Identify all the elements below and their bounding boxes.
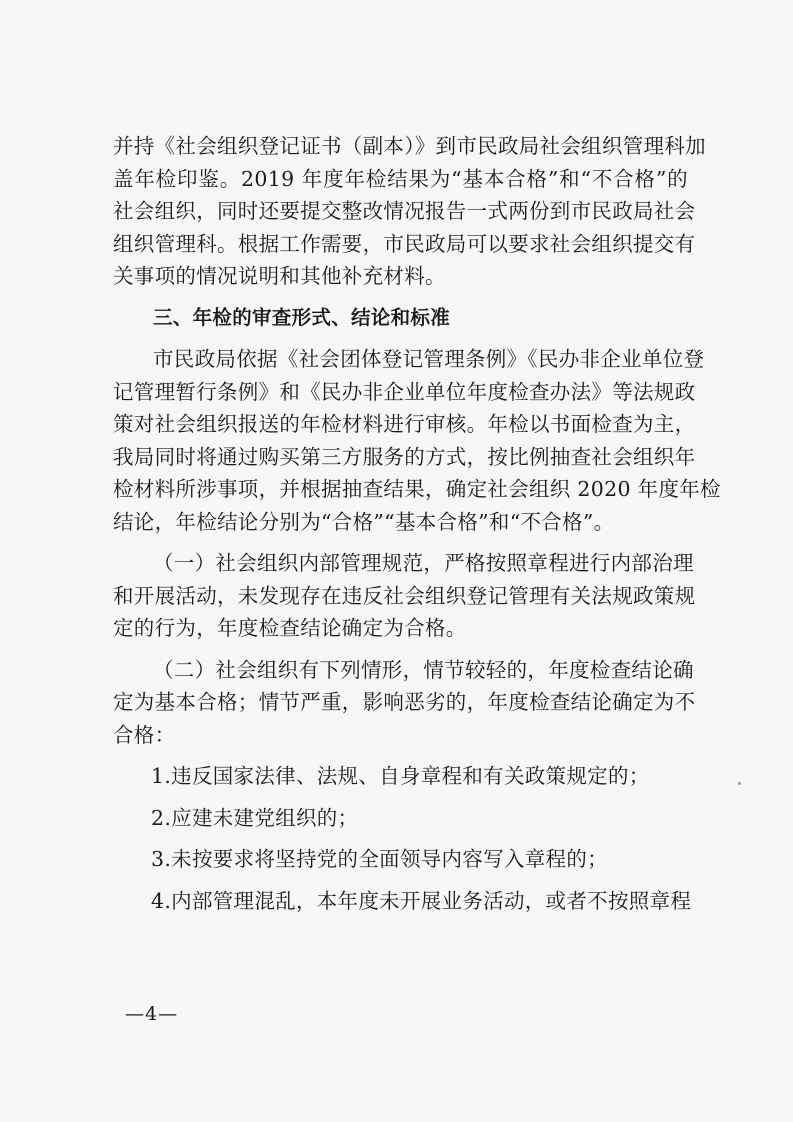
paragraph (113, 343, 721, 538)
section-heading: 三、年检的审查形式、结论和标准 (153, 305, 451, 329)
list-item: 4.内部管理混乱，本年度未开展业务活动，或者不按照章程 (151, 888, 692, 913)
text-line: 社会组织，同时还要提交整改情况报告一式两份到市民政局社会 (113, 199, 696, 223)
text-line: 并持《社会组织登记证书（副本）》到市民政局社会组织管理科加 (113, 134, 706, 158)
text-line: 结论，年检结论分别为“合格”“基本合格”和“不合格”。 (113, 509, 615, 534)
text-line: 合格： (113, 722, 176, 747)
text-line: 盖年检印鉴。2019 年度年检结果为“基本合格”和“不合格”的 (113, 166, 688, 191)
list-item: 3.未按要求将坚持党的全面领导内容写入章程的； (151, 847, 608, 871)
scan-speck (738, 782, 741, 785)
text-line: 市民政局依据《社会团体登记管理条例》《民办非企业单位登 (153, 347, 705, 371)
list-item: 1.违反国家法律、法规、自身章程和有关政策规定的； (151, 764, 650, 788)
paragraph (113, 654, 696, 752)
document-body (113, 130, 721, 917)
text-line: （一）社会组织内部管理规范，严格按照章程进行内部治理 (153, 551, 694, 575)
text-line: 组织管理科。根据工作需要，市民政局可以要求社会组织提交有 (113, 231, 696, 256)
page-number: —4— (125, 1003, 179, 1025)
text-line: 和开展活动，未发现存在违反社会组织登记管理有关法规政策规 (113, 583, 696, 608)
text-line: 关事项的情况说明和其他补充材料。 (113, 264, 446, 288)
list-item: 2.应建未建党组织的； (151, 805, 359, 830)
paragraph (113, 130, 706, 293)
text-line: 定的行为，年度检查结论确定为合格。 (113, 616, 467, 640)
paragraph (113, 547, 696, 645)
text-line: 定为基本合格；情节严重，影响恶劣的，年度检查结论确定为不 (113, 690, 696, 714)
text-line: （二）社会组织有下列情形，情节较轻的，年度检查结论确 (153, 657, 694, 682)
text-line: 检材料所涉事项，并根据抽查结果，确定社会组织 2020 年度年检 (113, 477, 721, 501)
text-line: 策对社会组织报送的年检材料进行审核。年检以书面检查为主， (113, 412, 696, 436)
text-line: 我局同时将通过购买第三方服务的方式，按比例抽查社会组织年 (113, 444, 696, 469)
text-line: 记管理暂行条例》和《民办非企业单位年度检查办法》等法规政 (113, 379, 696, 404)
